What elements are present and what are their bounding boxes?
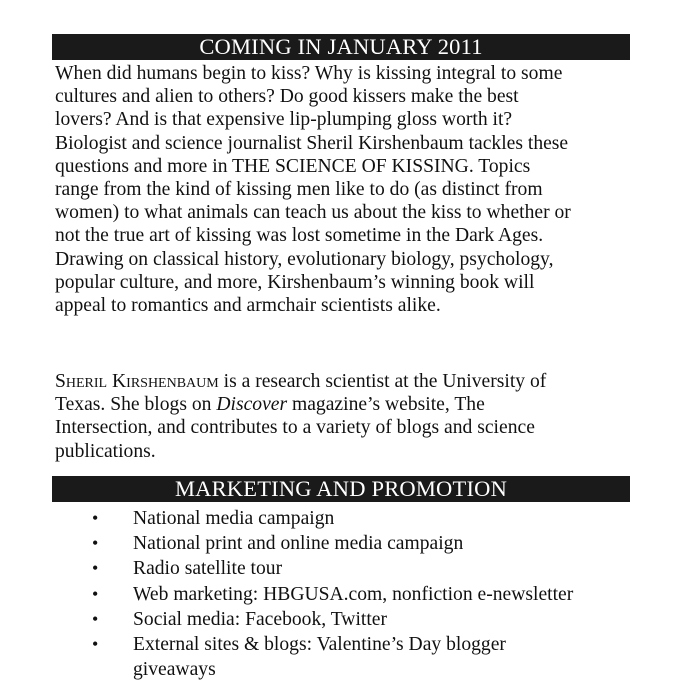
list-item [0, 582, 700, 607]
coming-soon-banner: COMING IN JANUARY 2011 [52, 34, 630, 60]
description-line: cultures and alien to others? Do good kissers make the best [55, 86, 519, 108]
list-item-text: National print and online media campaign [133, 533, 464, 555]
description-line: appeal to romantics and armchair scientists alike. [55, 295, 441, 317]
list-item-text: Web marketing: HBGUSA.com, nonfiction e-newsletter [133, 583, 574, 605]
author-bio-text: Texas. She blogs on [55, 394, 217, 416]
bullet-icon: • [92, 533, 99, 554]
bullet-icon: • [92, 583, 99, 604]
bullet-icon: • [92, 634, 99, 655]
list-item-text: giveaways [133, 659, 216, 681]
description-line: When did humans begin to kiss? Why is kissing integral to some [55, 63, 563, 84]
bullet-icon: • [92, 608, 99, 629]
book-description [55, 62, 635, 317]
marketing-list [0, 506, 700, 682]
description-line: not the true art of kissing was lost sometime in the Dark Ages. [55, 225, 544, 247]
author-bio-line [55, 370, 635, 393]
description-line: range from the kind of kissing men like to do (as distinct from [55, 179, 543, 201]
description-line: women) to what animals can teach us about the kiss to whether or [55, 202, 571, 224]
description-line: popular culture, and more, Kirshenbaum’s winning book will [55, 271, 535, 293]
description-line: Drawing on classical history, evolutionary biology, psychology, [55, 248, 554, 270]
author-bio-text: is a research scientist at the University of [218, 371, 547, 392]
description-line: lovers? And is that expensive lip-plumping gloss worth it? [55, 109, 513, 131]
list-item [0, 556, 700, 581]
bullet-icon: • [92, 558, 99, 579]
description-line: questions and more in THE SCIENCE OF KISSING. Topics [55, 155, 531, 177]
list-item [0, 607, 700, 632]
list-item-text: External sites & blogs: Valentine’s Day blogger [133, 634, 506, 656]
description-line: Biologist and science journalist Sheril Kirshenbaum tackles these [55, 132, 569, 154]
bullet-icon: • [92, 508, 99, 528]
author-name: Sheril Kirshenbaum [55, 371, 219, 392]
author-bio-line: publications. [55, 440, 156, 462]
list-item [0, 531, 700, 556]
list-item-text: National media campaign [133, 508, 335, 529]
magazine-name: Discover [216, 394, 288, 416]
author-bio-line [55, 393, 635, 416]
author-bio-line: Intersection, and contributes to a variety of blogs and science [55, 417, 535, 439]
list-item [0, 632, 700, 682]
list-item-text: Radio satellite tour [133, 558, 283, 580]
author-bio [55, 370, 635, 463]
marketing-banner: MARKETING AND PROMOTION [52, 476, 630, 502]
list-item-text: Social media: Facebook, Twitter [133, 608, 388, 630]
list-item [0, 506, 700, 531]
author-bio-text: magazine’s website, The [287, 394, 485, 416]
